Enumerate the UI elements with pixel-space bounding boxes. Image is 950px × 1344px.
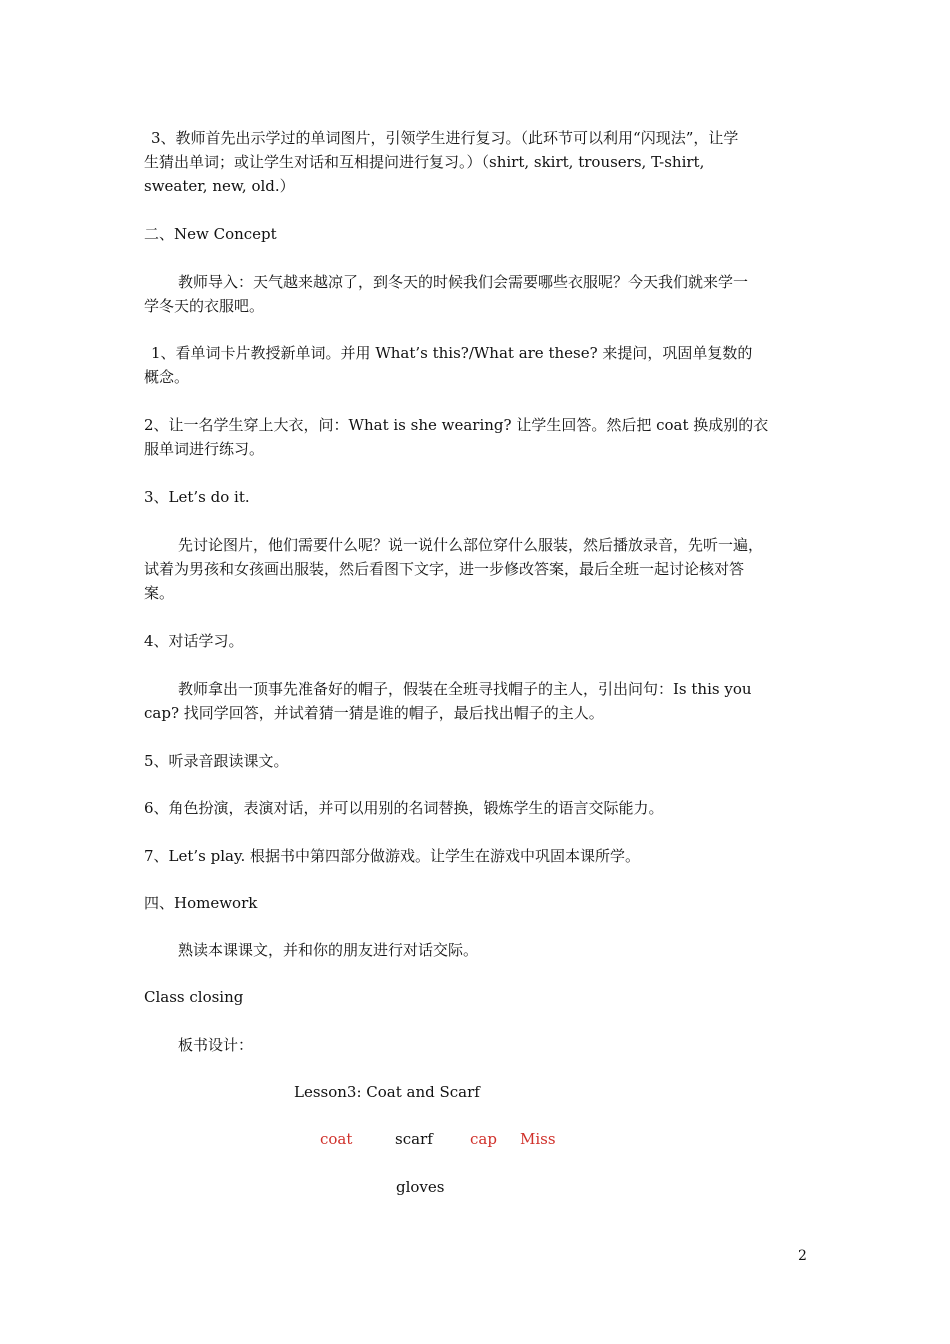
paragraph-intro-line1: 教师导入：天气越来越凉了，到冬天的时候我们会需要哪些衣服呢？今天我们就来学一 <box>178 273 749 291</box>
section-heading-new-concept: 二、New Concept <box>144 225 277 243</box>
board-word-gloves: gloves <box>396 1178 445 1196</box>
homework-text: 熟读本课课文，并和你的朋友进行对话交际。 <box>178 941 479 959</box>
paragraph-review-line3: sweater, new, old.） <box>144 177 295 195</box>
step-5: 5、听录音跟读课文。 <box>144 752 289 770</box>
step-2-line1: 2、让一名学生穿上大衣，问：What is she wearing? 让学生回答。然后把 coat 换成别的衣 <box>144 416 769 434</box>
step-2-line2: 服单词进行练习。 <box>144 440 265 458</box>
paragraph-discussion-line2: 试着为男孩和女孩画出服装，然后看图下文字，进一步修改答案，最后全班一起讨论核对答 <box>144 560 745 578</box>
paragraph-cap-line2: cap? 找同学回答，并试着猜一猜是谁的帽子，最后找出帽子的主人。 <box>144 704 604 722</box>
step-1-line2: 概念。 <box>144 368 190 386</box>
step-7: 7、Let’s play. 根据书中第四部分做游戏。让学生在游戏中巩固本课所学。 <box>144 847 641 865</box>
step-4: 4、对话学习。 <box>144 632 244 650</box>
paragraph-cap-line1: 教师拿出一顶事先准备好的帽子，假装在全班寻找帽子的主人，引出问句：Is this you <box>178 680 752 698</box>
board-word-coat: coat <box>320 1130 353 1148</box>
page-number: 2 <box>798 1248 807 1264</box>
board-word-miss: Miss <box>520 1130 556 1148</box>
board-title: Lesson3: Coat and Scarf <box>294 1083 480 1101</box>
board-design-label: 板书设计： <box>178 1036 254 1054</box>
paragraph-review-line2: 生猜出单词；或让学生对话和互相提问进行复习。）（shirt, skirt, trousers, T-shirt, <box>144 153 705 171</box>
paragraph-intro-line2: 学冬天的衣服吧。 <box>144 297 265 315</box>
section-heading-homework: 四、Homework <box>144 894 258 912</box>
step-3: 3、Let’s do it. <box>144 488 250 506</box>
paragraph-discussion-line3: 案。 <box>144 584 175 602</box>
board-word-cap: cap <box>470 1130 497 1148</box>
class-closing: Class closing <box>144 988 244 1006</box>
paragraph-review-line1: 3、教师首先出示学过的单词图片，引领学生进行复习。（此环节可以利用“闪现法”，让学 <box>151 129 739 147</box>
step-6: 6、角色扮演，表演对话，并可以用别的名词替换，锻炼学生的语言交际能力。 <box>144 799 664 817</box>
paragraph-discussion-line1: 先讨论图片，他们需要什么呢？说一说什么部位穿什么服装，然后播放录音，先听一遍， <box>178 536 764 554</box>
step-1-line1: 1、看单词卡片教授新单词。并用 What’s this?/What are these? 来提问，巩固单复数的 <box>151 344 753 362</box>
board-word-scarf: scarf <box>395 1130 433 1148</box>
